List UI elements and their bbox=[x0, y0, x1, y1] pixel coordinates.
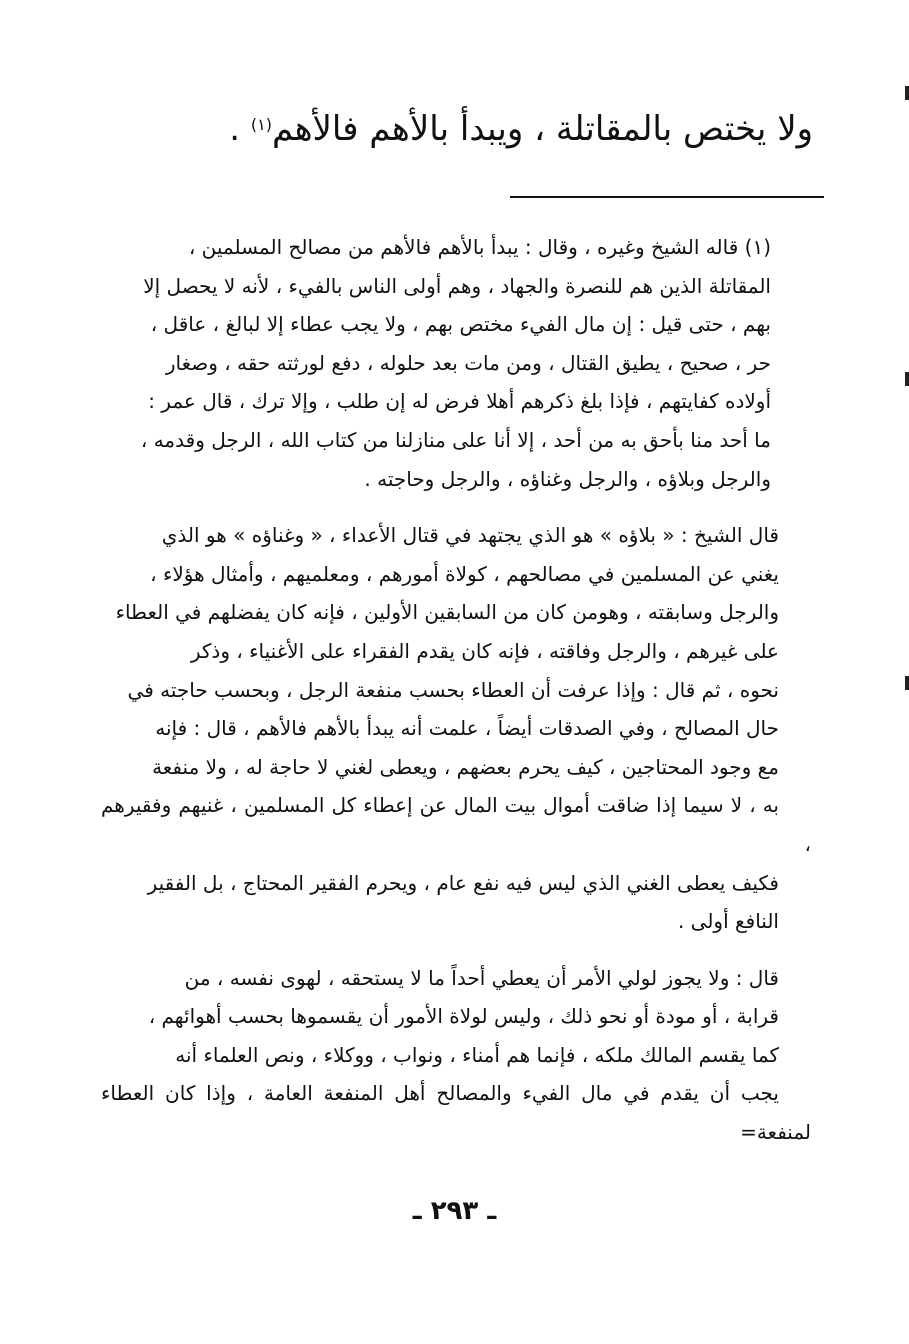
footnote-body bbox=[101, 228, 811, 1170]
text-line: النافع أولى . bbox=[677, 909, 779, 934]
page-number: ـ ٢٩٣ ـ bbox=[412, 1196, 497, 1226]
footnote-separator bbox=[510, 196, 824, 198]
main-text: ولا يختص بالمقاتلة ، ويبدأ بالأهم فالأهم bbox=[271, 109, 813, 149]
text-line: به ، لا سيما إذا ضاقت أموال بيت المال عن إعطاء كل المسلمين ، غنيهم وفقيرهم ، bbox=[101, 793, 811, 856]
scan-margin-mark bbox=[905, 86, 909, 100]
scan-margin-mark bbox=[905, 372, 909, 386]
text-line: والرجل وسابقته ، وهومن كان من السابقين الأولين ، فإنه كان يفضلهم في العطاء bbox=[115, 600, 779, 625]
text-line: فكيف يعطى الغني الذي ليس فيه نفع عام ، ويحرم الفقير المحتاج ، بل الفقير bbox=[147, 870, 779, 895]
footnote-reference: (١) bbox=[250, 115, 272, 134]
text-line: حال المصالح ، وفي الصدقات أيضاً ، علمت أنه يبدأ بالأهم فالأهم ، قال : فإنه bbox=[155, 716, 779, 741]
text-line: كما يقسم المالك ملكه ، فإنما هم أمناء ، ونواب ، ووكلاء ، ونص العلماء أنه bbox=[175, 1042, 779, 1067]
text-line: حر ، صحيح ، يطيق القتال ، ومن مات بعد حلوله ، دفع لورثته حقه ، وصغار bbox=[165, 350, 771, 375]
text-line: يجب أن يقدم في مال الفيء والمصالح أهل المنفعة العامة ، وإذا كان العطاء لمنفعة= bbox=[101, 1081, 811, 1145]
text-line: يغني عن المسلمين في مصالحهم ، كولاة أمورهم ، ومعلميهم ، وأمثال هؤلاء ، bbox=[150, 561, 779, 586]
main-text-end: . bbox=[229, 109, 251, 149]
text-line: بهم ، حتى قيل : إن مال الفيء مختص بهم ، ولا يجب عطاء إلا لبالغ ، عاقل ، bbox=[150, 312, 771, 337]
text-line: قال : ولا يجوز لولي الأمر أن يعطي أحداً ما لا يستحقه ، لهوى نفسه ، من bbox=[184, 965, 779, 990]
text-line: قرابة ، أو مودة أو نحو ذلك ، وليس لولاة الأمور أن يقسموها بحسب أهوائهم ، bbox=[148, 1004, 779, 1029]
footnote-paragraph-3 bbox=[101, 959, 811, 1152]
text-line: قال الشيخ : « بلاؤه » هو الذي يجتهد في قتال الأعداء ، « وغناؤه » هو الذي bbox=[161, 523, 779, 548]
text-line: على غيرهم ، والرجل وفاقته ، فإنه كان يقدم الفقراء على الأغنياء ، وذكر bbox=[190, 638, 779, 663]
text-line: (١) قاله الشيخ وغيره ، وقال : يبدأ بالأهم فالأهم من مصالح المسلمين ، bbox=[188, 235, 771, 259]
text-line: مع وجود المحتاجين ، كيف يحرم بعضهم ، ويعطى لغني لا حاجة له ، ولا منفعة bbox=[152, 754, 779, 779]
text-line: نحوه ، ثم قال : وإذا عرفت أن العطاء بحسب منفعة الرجل ، وبحسب حاجته في bbox=[127, 677, 779, 702]
footnote-paragraph-2 bbox=[101, 516, 811, 941]
text-line: المقاتلة الذين هم للنصرة والجهاد ، وهم أولى الناس بالفيء ، لأنه لا يحصل إلا bbox=[143, 273, 771, 298]
scan-margin-mark bbox=[905, 676, 909, 690]
main-text-line bbox=[229, 104, 813, 154]
text-line: أولاده كفايتهم ، فإذا بلغ ذكرهم أهلا فرض له إن طلب ، وإلا ترك ، قال عمر : bbox=[148, 389, 771, 414]
text-line: ما أحد منا بأحق به من أحد ، إلا أنا على منازلنا من كتاب الله ، الرجل وقدمه ، bbox=[140, 427, 771, 452]
footnote-paragraph-1 bbox=[101, 228, 811, 498]
text-line: والرجل وبلاؤه ، والرجل وغناؤه ، والرجل وحاجته . bbox=[364, 466, 771, 491]
